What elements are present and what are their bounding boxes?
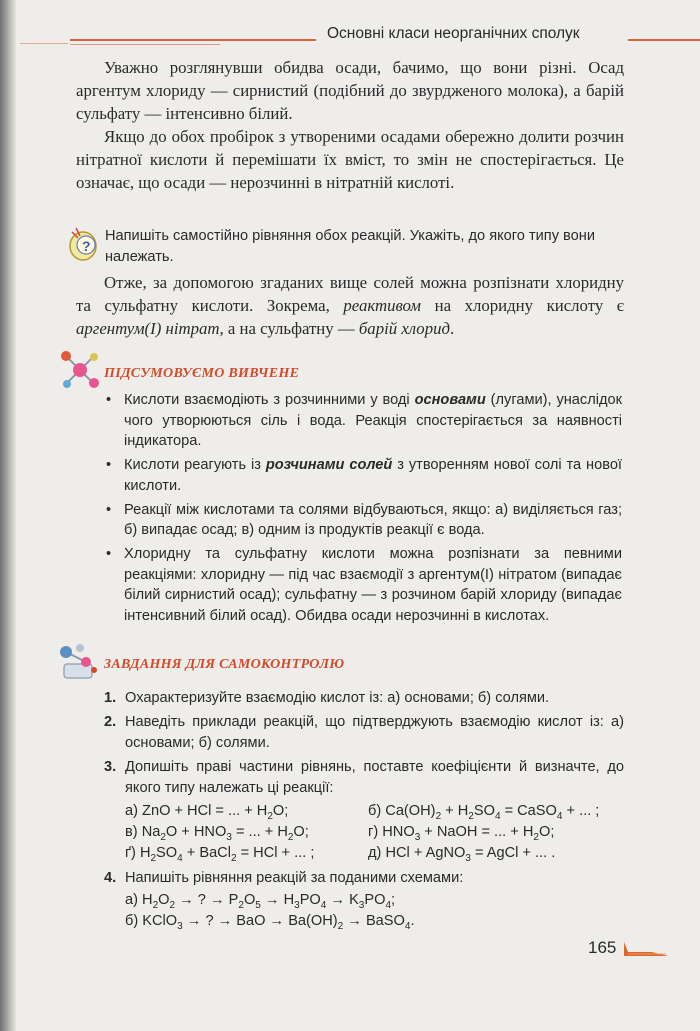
molecule-icon xyxy=(58,348,102,392)
page-corner-arrow-icon xyxy=(622,940,670,960)
scheme-a: а) $H_2O_2$ → ? → $P_2O_5 \to H_3PO_4 \to K_3PO_4$; xyxy=(125,892,396,911)
self-control-tasks xyxy=(104,688,624,932)
page-number: 165 xyxy=(588,938,617,957)
term-reagent: реактивом xyxy=(343,296,422,315)
equation-gg: ґ) $H_2SO_4$ + BaCl$_2$ = HCl + ... ; xyxy=(125,845,315,864)
list-item: • Реакції між кислотами та солями відбуваються, якщо: а) виділяється газ; б) випадає осад; в) одним із продуктів реакції є вода. xyxy=(106,501,622,539)
self-control-title: ЗАВДАННЯ ДЛЯ САМОКОНТРОЛЮ xyxy=(104,657,345,672)
svg-text:?: ? xyxy=(82,238,91,254)
task-1: 1. Охарактеризуйте взаємодію кислот із: а) основами; б) солями. xyxy=(104,690,550,706)
list-item: • Кислоти реагують із розчинами солей з утворенням нової солі та нової кислоти. xyxy=(106,457,622,494)
equation-a: а) ZnO + HCl = ... + $H_2O$; xyxy=(125,803,289,822)
paragraph-precipitates: Уважно розглянувши обидва осади, бачимо, що вони різні. Осад аргентум хлориду — сирнистий (подібний до звурдженого молока), а барій сульфату — інтенсивно білий. xyxy=(76,58,624,123)
equation-list xyxy=(125,801,624,864)
task-3: 3. Допишіть праві частини рівнянь, поставте коефіцієнти й визначте, до якого типу належать ці реакції: xyxy=(104,759,624,796)
question-bulb-icon xyxy=(66,224,102,264)
list-item: • Хлоридну та сульфатну кислоти можна розпізнати за певними реакціями: хлоридну — під час взаємодії з аргентум(І) нітратом (випадає білий сирнистий осад); сульфатну — з розчином барій хлориду (випадає інтенсивний білий осад). Обидва осади нерозчинні в кислотах. xyxy=(106,545,622,625)
flask-molecule-icon xyxy=(56,640,102,682)
summary-list xyxy=(104,390,622,630)
header-rule xyxy=(70,44,220,45)
summary-title: ПІДСУМОВУЄМО ВИВЧЕНЕ xyxy=(104,366,300,381)
term-silver-nitrate: аргентум(І) нітрат xyxy=(76,319,220,338)
header-rule xyxy=(20,43,68,44)
paragraph-conclusion: Отже, за допомогою згаданих вище солей можна розпізнати хлоридну та сульфатну кислоти. Зокрема, реактивом на хлоридну кислоту є аргентум(І) нітрат, а на сульфатну — барій хлорид. xyxy=(76,273,624,338)
header-rule xyxy=(628,39,700,41)
header-rule xyxy=(70,39,316,41)
paragraph-nitric-acid: Якщо до обох пробірок з утвореними осадами обережно долити розчин нітратної кислоти й перемішати їх вміст, то змін не спостерігається. Це означає, що осади — нерозчинні в нітратній кислоті. xyxy=(76,127,624,192)
question-text: Напишіть самостійно рівняння обох реакцій. Укажіть, до якого типу вони належать. xyxy=(105,228,595,265)
task-4: 4. Напишіть рівняння реакцій за поданими схемами: xyxy=(104,870,464,886)
scheme-b: б) KClO$_3$ → ? → BaO → $Ba(OH)_2$ → BaSO$_4$. xyxy=(125,913,415,932)
list-item: • Кислоти взаємодіють з розчинними у воді основами (лугами), унаслідок чого утворюються сіль і вода. Реакція спостерігається за наявності індикатора. xyxy=(106,392,622,450)
equation-v: в) $Na_2O + HNO_3$ = ... + $H_2O$; xyxy=(125,824,309,843)
running-title: Основні класи неорганічних сполук xyxy=(327,25,580,42)
book-spine-shadow xyxy=(0,0,16,1031)
equation-d: д) HCl + AgNO$_3$ = AgCl + ... . xyxy=(368,845,556,864)
task-2: 2. Наведіть приклади реакцій, що підтверджують взаємодію кислот із: а) основами; б) солями. xyxy=(104,714,624,751)
equation-g: г) $HNO_3$ + NaOH = ... + $H_2O$; xyxy=(368,824,555,843)
equation-b: б) $Ca(OH)_2 + H_2SO_4$ = CaSO$_4$ + ... ; xyxy=(368,803,600,822)
term-barium-chloride: барій хлорид xyxy=(358,319,450,338)
